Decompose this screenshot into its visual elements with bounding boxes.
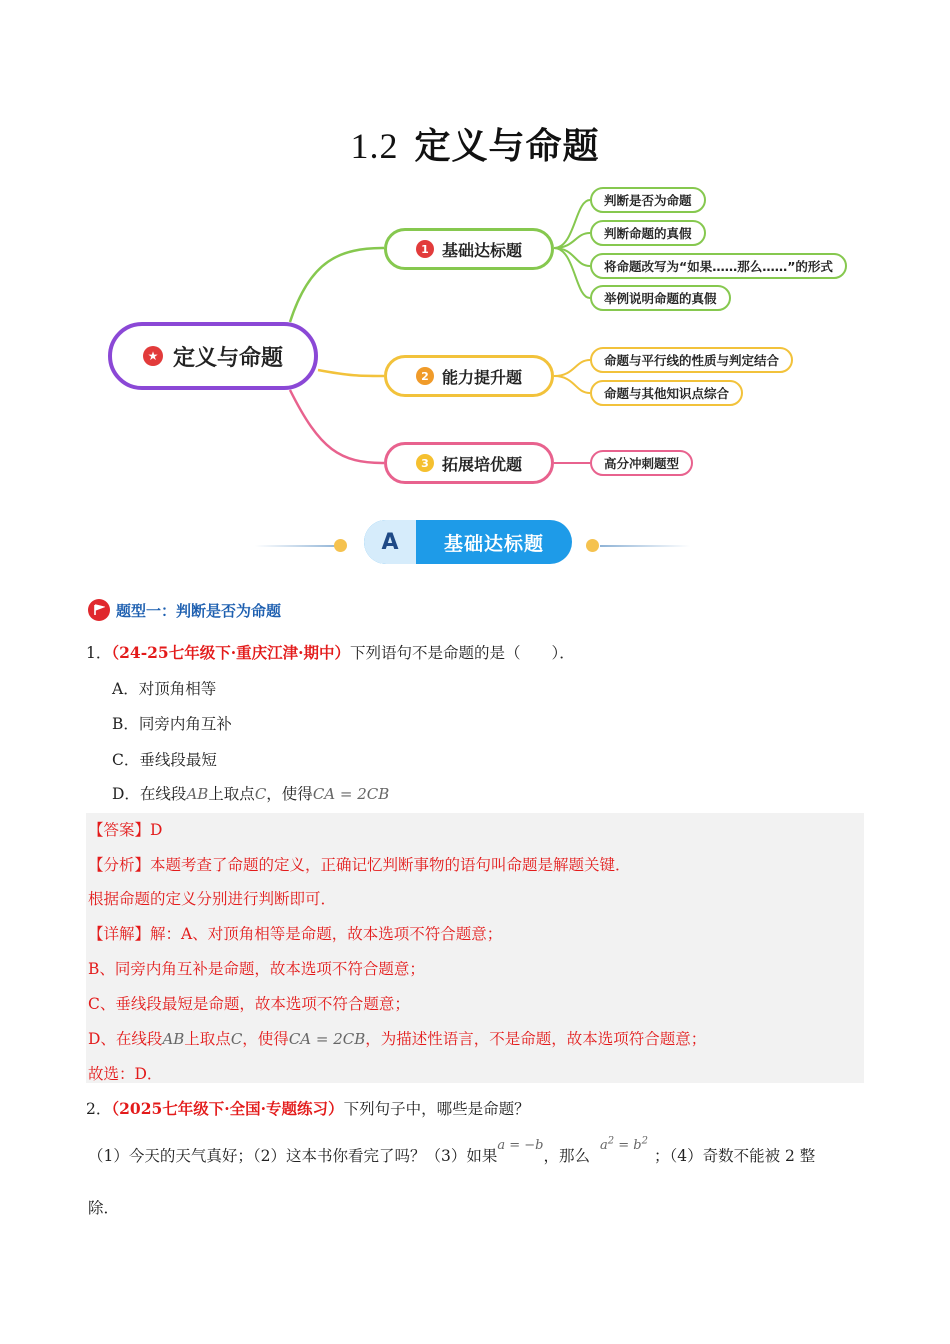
question-1 xyxy=(86,641,575,663)
section-number: 1.2 xyxy=(350,126,399,166)
branch-badge: 3 xyxy=(416,454,434,472)
branch-badge: 1 xyxy=(416,240,434,258)
math-eq: CA = 2CB xyxy=(312,785,390,803)
page-title xyxy=(0,118,950,169)
math-exp: 2 xyxy=(641,1135,648,1147)
math-eq1: a = −b xyxy=(497,1138,544,1153)
question-number: 1． xyxy=(86,644,112,662)
option-b: B．同旁内角互补 xyxy=(112,715,232,733)
detail-line-3: C、垂线段最短是命题，故本选项不符合题意； xyxy=(88,995,410,1013)
option-a: A．对顶角相等 xyxy=(112,680,217,698)
option-d xyxy=(112,782,389,804)
detail-text: D、在线段 xyxy=(88,1030,163,1048)
root-label: 定义与命题 xyxy=(172,345,283,371)
question-2-body xyxy=(88,1135,816,1166)
leaf-item: 命题与平行线的性质与判定结合 xyxy=(590,347,793,373)
question-number: 2． xyxy=(86,1100,112,1118)
question-2-cont: 除． xyxy=(88,1199,120,1217)
question-source: （2025七年级下·全国·专题练习） xyxy=(111,1099,344,1118)
mind-map-root xyxy=(108,322,318,390)
branch-extension xyxy=(384,442,554,484)
banner-line-left xyxy=(255,545,340,547)
branch-label: 拓展培优题 xyxy=(441,454,522,474)
option-d-text: 上取点 xyxy=(208,785,255,803)
math-eq: CA = 2CB xyxy=(288,1030,366,1048)
analysis-line xyxy=(88,853,631,875)
branch-label: 能力提升题 xyxy=(441,367,522,387)
leaf-item: 举例说明命题的真假 xyxy=(590,285,731,311)
analysis-tag: 【分析】 xyxy=(88,856,151,874)
title-text: 定义与命题 xyxy=(414,126,600,167)
leaf-item: 判断是否为命题 xyxy=(590,187,706,213)
question-type-heading xyxy=(88,599,281,621)
detail-line-1 xyxy=(88,922,502,944)
answer-line: 【答案】D xyxy=(88,821,163,839)
star-icon: ★ xyxy=(143,346,163,366)
detail-line-4 xyxy=(88,1027,706,1049)
math-ab: AB xyxy=(162,1030,185,1048)
banner-line-right xyxy=(600,545,690,547)
leaf-item: 将命题改写为“如果……那么……”的形式 xyxy=(590,253,847,279)
banner-label: 基础达标题 xyxy=(443,532,544,555)
leaf-item: 高分冲刺题型 xyxy=(590,450,693,476)
detail-text: 解：A、对顶角相等是命题，故本选项不符合题意； xyxy=(150,925,503,943)
banner-letter: A xyxy=(364,520,416,564)
detail-tag: 【详解】 xyxy=(88,925,151,943)
branch-basic xyxy=(384,228,554,270)
detail-line-2: B、同旁内角互补是命题，故本选项不符合题意； xyxy=(88,960,425,978)
detail-text: ，使得 xyxy=(242,1030,289,1048)
banner-box xyxy=(364,520,572,564)
math-exp: 2 xyxy=(607,1135,615,1147)
q2-text: （1）今天的天气真好；（2）这本书你看完了吗？（3）如果 xyxy=(88,1147,498,1165)
type-heading-text: 题型一：判断是否为命题 xyxy=(116,601,282,620)
analysis-line-2: 根据命题的定义分别进行判断即可． xyxy=(88,890,337,908)
section-banner xyxy=(0,520,950,566)
option-c: C．垂线段最短 xyxy=(112,751,217,769)
q2-text: ，那么 xyxy=(543,1147,590,1165)
math-eq2-a: a xyxy=(599,1138,608,1153)
question-stem: 下列语句不是命题的是（ ）． xyxy=(350,644,575,662)
flag-icon xyxy=(88,599,110,621)
branch-badge: 2 xyxy=(416,367,434,385)
question-source: （24-25七年级下·重庆江津·期中） xyxy=(111,643,350,662)
detail-text: ，为描述性语言，不是命题，故本选项符合题意； xyxy=(365,1030,707,1048)
question-2 xyxy=(86,1097,530,1119)
option-d-text: ，使得 xyxy=(266,785,313,803)
math-eq2-b: = b xyxy=(614,1138,642,1153)
branch-label: 基础达标题 xyxy=(441,240,522,260)
math-c: C xyxy=(254,785,267,803)
analysis-text: 本题考查了命题的定义，正确记忆判断事物的语句叫命题是解题关键． xyxy=(150,856,631,874)
leaf-item: 判断命题的真假 xyxy=(590,220,706,246)
q2-text: ；（4）奇数不能被 2 整 xyxy=(653,1147,816,1165)
question-stem: 下列句子中，哪些是命题？ xyxy=(343,1100,530,1118)
banner-dot-right xyxy=(586,539,599,552)
leaf-item: 命题与其他知识点综合 xyxy=(590,380,743,406)
option-d-text: D．在线段 xyxy=(112,785,187,803)
banner-dot-left xyxy=(334,539,347,552)
branch-ability xyxy=(384,355,554,397)
detail-text: 上取点 xyxy=(184,1030,231,1048)
mind-map xyxy=(0,180,950,500)
choose-line: 故选：D． xyxy=(88,1065,163,1083)
math-ab: AB xyxy=(186,785,209,803)
math-c: C xyxy=(230,1030,243,1048)
